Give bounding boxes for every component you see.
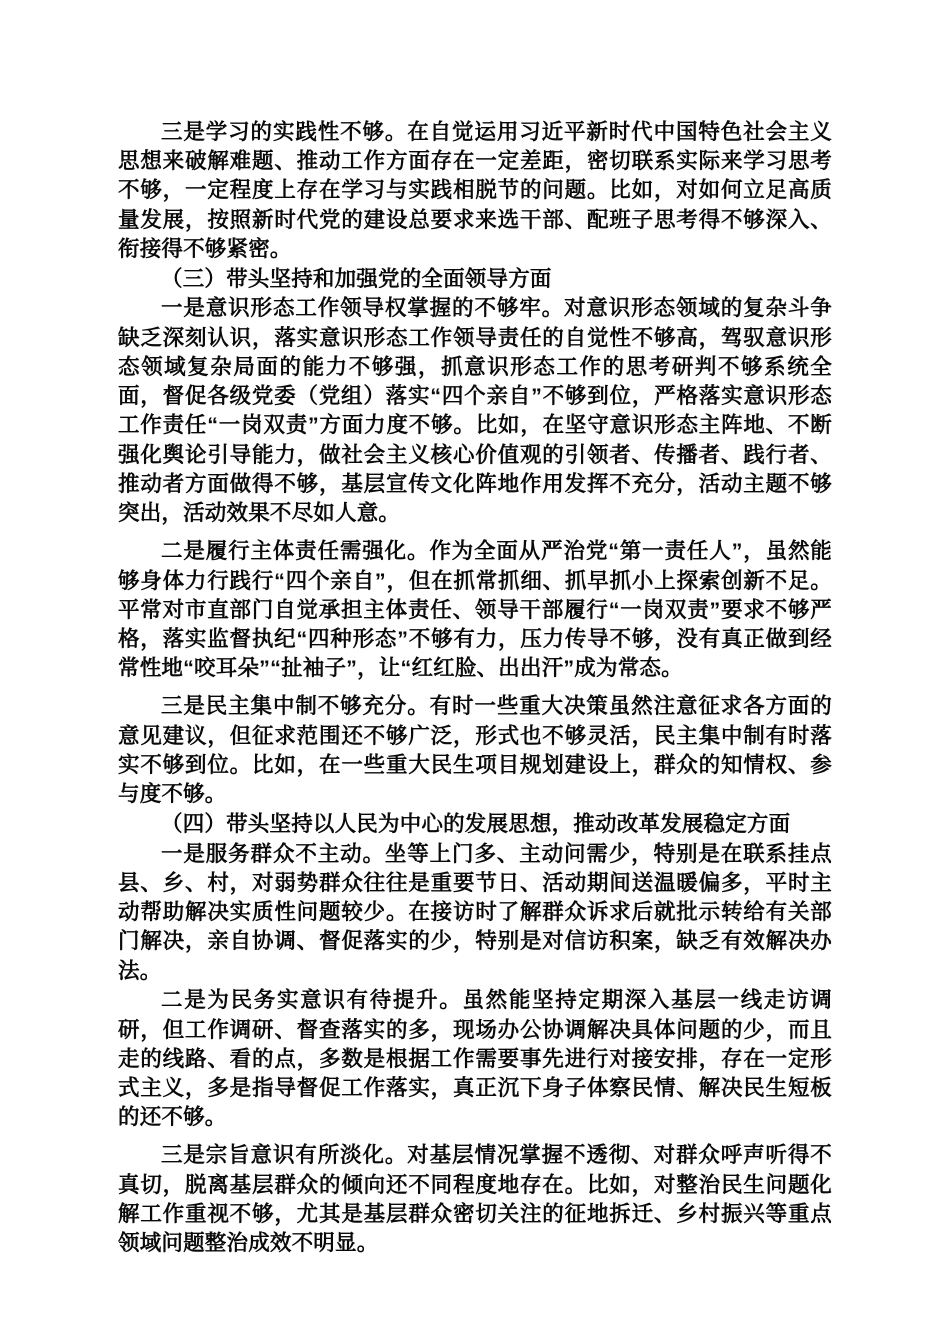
paragraph-ideology-leadership: 一是意识形态工作领导权掌握的不够牢。对意识形态领域的复杂斗争缺乏深刻认识，落实意识形态工作领导责任的自觉性不够高，驾驭意识形态领域复杂局面的能力不够强，抓意识形态工作的思考研判不够系统全面，督促各级党委（党组）落实“四个亲自”不够到位，严格落实意识形态工作责任“一岗双责”方面力度不够。比如，在坚守意识形态主阵地、不断强化舆论引导能力，做社会主义核心价值观的引领者、传播者、践行者、推动者方面做得不够，基层宣传文化阵地作用发挥不充分，活动主题不够突出，活动效果不尽如人意。 xyxy=(118,296,832,526)
paragraph-pragmatic-awareness: 二是为民务实意识有待提升。虽然能坚持定期深入基层一线走访调研，但工作调研、督查落实的多，现场办公协调解决具体问题的少，而且走的线路、看的点，多数是根据工作需要事先进行对接安排，存在一定形式主义，多是指导督促工作落实，真正沉下身子体察民情、解决民生短板的还不够。 xyxy=(118,988,832,1130)
paragraph-serving-people: 一是服务群众不主动。坐等上门多、主动问需少，特别是在联系挂点县、乡、村，对弱势群众往往是重要节日、活动期间送温暖偏多，平时主动帮助解决实质性问题较少。在接访时了解群众诉求后就批示转给有关部门解决，亲自协调、督促落实的少，特别是对信访积案，缺乏有效解决办法。 xyxy=(118,841,832,983)
paragraph-main-responsibility: 二是履行主体责任需强化。作为全面从严治党“第一责任人”，虽然能够身体力行践行“四个亲自”，但在抓常抓细、抓早抓小上探索创新不足。平常对市直部门自觉承担主体责任、领导干部履行“一岗双责”要求不够严格，落实监督执纪“四种形态”不够有力，压力传导不够，没有真正做到经常性地“咬耳朵”“扯袖子”，让“红红脸、出出汗”成为常态。 xyxy=(118,539,832,681)
document-body xyxy=(118,118,832,1258)
section-heading-three: （三）带头坚持和加强党的全面领导方面 xyxy=(161,266,552,291)
section-heading-four: （四）带头坚持以人民为中心的发展思想，推动改革发展稳定方面 xyxy=(161,811,791,836)
paragraph-purpose-awareness: 三是宗旨意识有所淡化。对基层情况掌握不透彻、对群众呼声听得不真切，脱离基层群众的倾向还不同程度地存在。比如，对整治民生问题化解工作重视不够，尤其是基层群众密切关注的征地拆迁、乡村振兴等重点领域问题整治成效不明显。 xyxy=(118,1143,832,1256)
paragraph-democratic-centralism: 三是民主集中制不够充分。有时一些重大决策虽然注意征求各方面的意见建议，但征求范围还不够广泛，形式也不够灵活，民主集中制有时落实不够到位。比如，在一些重大民生项目规划建设上，群众的知情权、参与度不够。 xyxy=(118,694,832,807)
paragraph-learning-practice: 三是学习的实践性不够。在自觉运用习近平新时代中国特色社会主义思想来破解难题、推动工作方面存在一定差距，密切联系实际来学习思考不够，一定程度上存在学习与实践相脱节的问题。比如，对如何立足高质量发展，按照新时代党的建设总要求来选干部、配班子思考得不够深入、衔接得不够紧密。 xyxy=(118,120,832,261)
